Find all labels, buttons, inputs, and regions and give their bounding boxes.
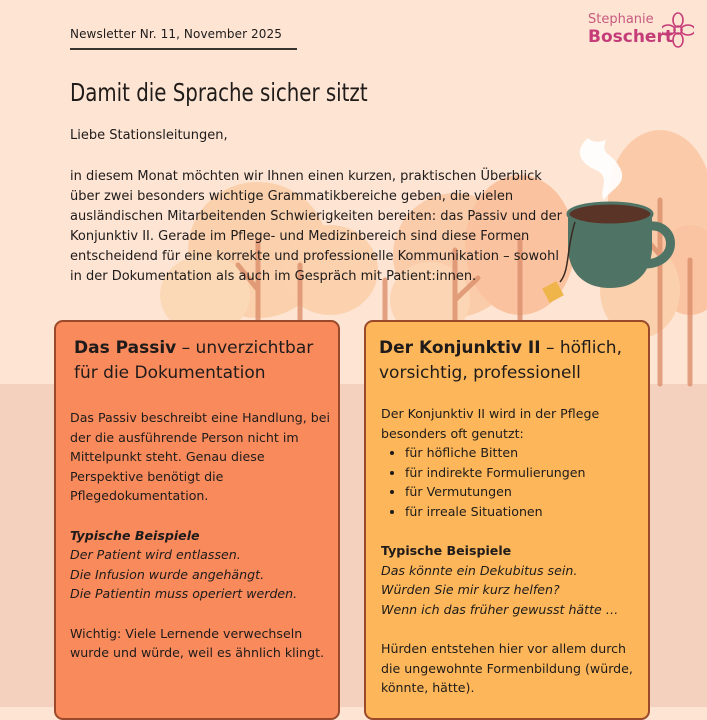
konjunktiv-title-rest: – höflich, vorsichtig, professionell (379, 338, 622, 383)
logo-last-name: Boschert (588, 27, 673, 47)
list-item: • für irreale Situationen (405, 502, 643, 522)
header-divider (70, 48, 297, 50)
passiv-card-title (74, 336, 324, 386)
konjunktiv-description: Der Konjunktiv II wird in der Pflege besonders oft genutzt: (381, 406, 600, 441)
konjunktiv-example: Wenn ich das früher gewusst hätte … (381, 601, 619, 617)
list-item: • für Vermutungen (405, 482, 643, 502)
konjunktiv-card-body (381, 404, 643, 698)
passiv-example: Der Patient wird entlassen. (70, 547, 241, 563)
konjunktiv-uses-list (381, 443, 643, 521)
newsletter-issue-line: Newsletter Nr. 11, November 2025 (70, 27, 282, 41)
konjunktiv-note: Hürden entstehen hier vor allem durch die ungewohnte Formenbildung (würde, könnte, hätte). (381, 641, 633, 696)
passiv-title-bold: Das Passiv (74, 338, 177, 358)
konjunktiv-examples-heading: Typische Beispiele (381, 543, 512, 559)
konjunktiv-card (364, 320, 650, 720)
page-title: Damit die Sprache sicher sitzt (70, 78, 368, 107)
passiv-card-body (70, 408, 332, 663)
flower-logo-icon (662, 12, 694, 48)
passiv-examples-heading: Typische Beispiele (70, 527, 200, 543)
passiv-title-rest: – unverzichtbar für die Dokumentation (74, 338, 314, 383)
intro-paragraph: in diesem Monat möchten wir Ihnen einen kurzen, praktischen Überblick über zwei besonders wichtige Grammatikbereiche geben, die vielen ausländischen Mitarbeitenden Schwierigkeiten bereiten: das Passiv und der Konjunktiv II. Gerade im Pflege- und Medizinbereich sind diese Formen entscheidend für eine korrekte und professionelle Kommunikation – sowohl in der Dokumentation als auch im Gespräch mit Patient:innen. (70, 169, 563, 284)
greeting: Liebe Stationsleitungen, (70, 128, 228, 143)
list-item: • für höfliche Bitten (405, 443, 643, 463)
passiv-card (54, 320, 340, 720)
logo-first-name: Stephanie (588, 12, 654, 27)
brand-logo[interactable] (588, 12, 698, 56)
konjunktiv-example: Das könnte ein Dekubitus sein. (381, 562, 578, 578)
konjunktiv-title-bold: Der Konjunktiv II (379, 338, 541, 358)
passiv-example: Die Infusion wurde angehängt. (70, 566, 265, 582)
passiv-example: Die Patientin muss operiert werden. (70, 586, 298, 602)
passiv-note: Wichtig: Viele Lernende verwechseln wurde und würde, weil es ähnlich klingt. (70, 625, 325, 661)
list-item: • für indirekte Formulierungen (405, 463, 643, 483)
konjunktiv-card-title (379, 336, 649, 386)
passiv-description: Das Passiv beschreibt eine Handlung, bei der die ausführende Person nicht im Mittelpunkt steht. Genau diese Perspektive benötigt die Pflegedokumentation. (70, 410, 330, 504)
konjunktiv-example: Würden Sie mir kurz helfen? (381, 582, 560, 598)
